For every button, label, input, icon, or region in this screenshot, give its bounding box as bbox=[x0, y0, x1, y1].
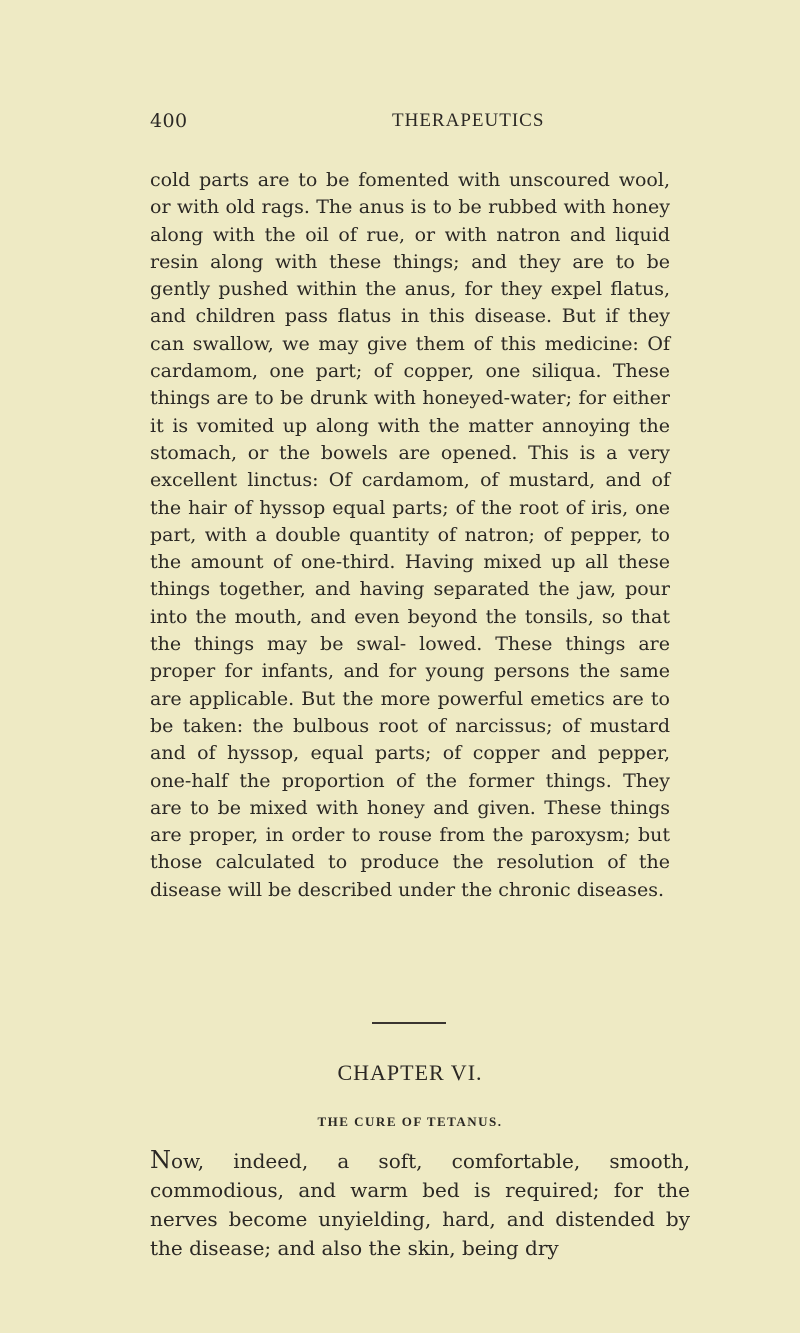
body-paragraph: cold parts are to be fomented with unscoured wool, or with old rags. The anus is to be rubbed with honey along with the oil of rue, or with natron and liquid resin along with these things; and they are to be gently pushed within the anus, for they expel flatus, and children pass flatus in this disease. But if they can swallow, we may give them of this medicine: Of cardamom, one part; of copper, one siliqua. These things are to be drunk with honeyed-water; for either it is vomited up along with the matter annoying the stomach, or the bowels are opened. This is a very excellent linctus: Of cardamom, of mustard, and of the hair of hyssop equal parts; of the root of iris, one part, with a double quantity of natron; of pepper, to the amount of one-third. Having mixed up all these things together, and having separated the jaw, pour into the mouth, and even beyond the tonsils, so that the things may be swal- lowed. These things are proper for infants, and for young persons the same are applicable. But the more powerful emetics are to be taken: the bulbous root of narcissus; of mustard and of hyssop, equal parts; of copper and pepper, one-half the proportion of the former things. They are to be mixed with honey and given. These things are proper, in order to rouse from the paroxysm; but those calculated to produce the resolution of the disease will be described under the chronic diseases. bbox=[150, 169, 670, 901]
running-head bbox=[150, 110, 670, 140]
running-title: THERAPEUTICS bbox=[392, 110, 545, 131]
chapter-heading: CHAPTER VI. bbox=[337, 1060, 483, 1085]
section-divider bbox=[372, 1022, 446, 1024]
chapter-opening-text: ow, indeed, a soft, comfortable, smooth, commodious, and warm bed is required; for the nerves become unyielding, hard, and distended by the disease; and also the skin, being dry bbox=[150, 1149, 690, 1260]
chapter-subtitle: THE CURE OF TETANUS. bbox=[317, 1114, 503, 1129]
chapter-opening-paragraph bbox=[150, 1147, 690, 1263]
initial-letter: N bbox=[150, 1146, 171, 1174]
page-number: 400 bbox=[150, 110, 188, 132]
